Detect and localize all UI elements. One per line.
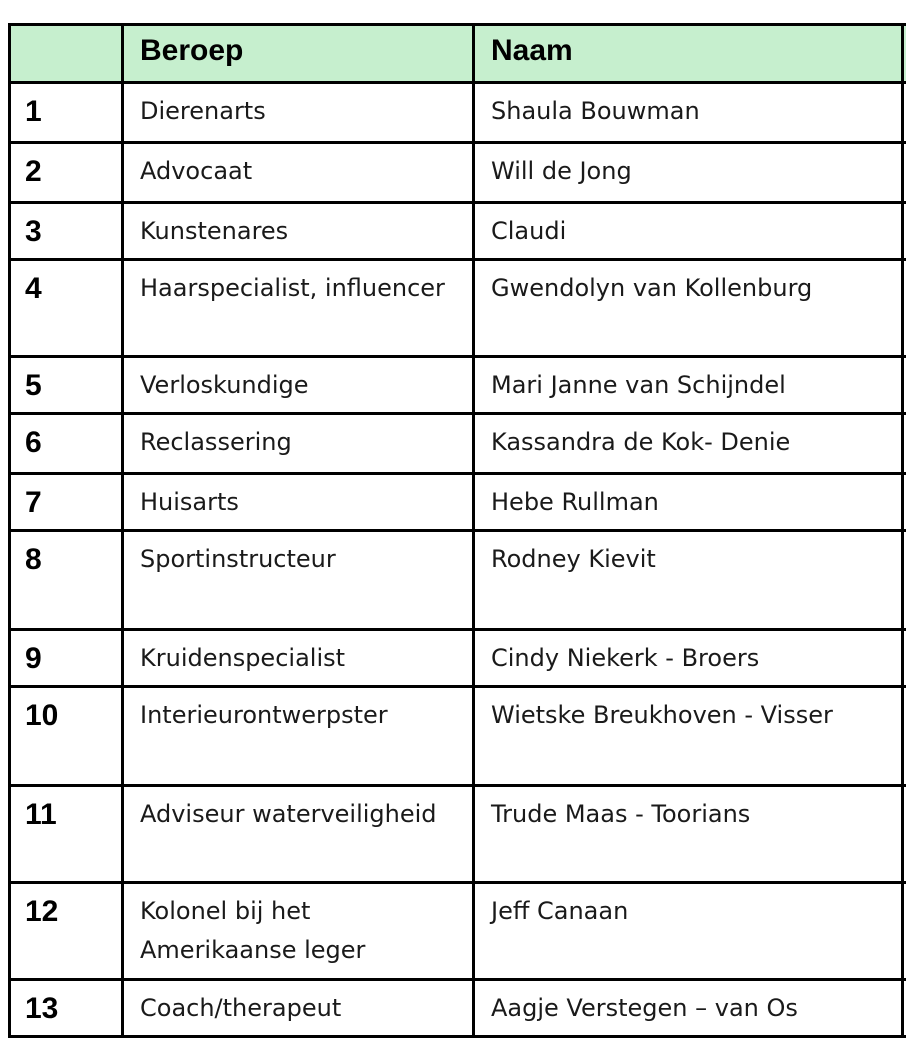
row-number: 8 [10,531,123,630]
row-extra [903,203,906,260]
row-extra [903,687,906,786]
table-row [10,883,906,980]
row-extra [903,83,906,143]
table-row [10,630,906,687]
row-naam: Will de Jong [474,143,903,203]
table-row [10,143,906,203]
row-extra [903,143,906,203]
row-number: 12 [10,883,123,980]
row-naam: Jeff Canaan [474,883,903,980]
table-row [10,980,906,1037]
row-number: 6 [10,414,123,474]
row-beroep: Dierenarts [123,83,474,143]
row-extra [903,980,906,1037]
table-row [10,203,906,260]
row-naam: Hebe Rullman [474,474,903,531]
row-number: 13 [10,980,123,1037]
row-extra [903,474,906,531]
row-number: 3 [10,203,123,260]
row-beroep: Kruidenspecialist [123,630,474,687]
row-number: 2 [10,143,123,203]
row-naam: Wietske Breukhoven - Visser [474,687,903,786]
row-beroep: Adviseur waterveiligheid [123,786,474,883]
row-extra [903,630,906,687]
row-naam: Claudi [474,203,903,260]
row-number: 11 [10,786,123,883]
header-beroep: Beroep [123,25,474,83]
row-beroep: Reclassering [123,414,474,474]
row-extra [903,883,906,980]
profession-name-table [8,23,906,1038]
row-beroep: Coach/therapeut [123,980,474,1037]
row-naam: Shaula Bouwman [474,83,903,143]
table-row [10,260,906,357]
header-naam: Naam [474,25,903,83]
row-extra [903,357,906,414]
table-row [10,414,906,474]
row-naam: Aagje Verstegen – van Os [474,980,903,1037]
row-number: 9 [10,630,123,687]
table-row [10,531,906,630]
row-extra [903,414,906,474]
row-naam: Kassandra de Kok- Denie [474,414,903,474]
row-extra [903,786,906,883]
table-row [10,357,906,414]
row-naam: Gwendolyn van Kollenburg [474,260,903,357]
row-beroep: Advocaat [123,143,474,203]
row-naam: Rodney Kievit [474,531,903,630]
row-extra [903,260,906,357]
table-row [10,687,906,786]
row-number: 5 [10,357,123,414]
row-naam: Cindy Niekerk - Broers [474,630,903,687]
header-row [10,25,906,83]
header-number [10,25,123,83]
row-number: 1 [10,83,123,143]
row-beroep: Sportinstructeur [123,531,474,630]
row-beroep: Verloskundige [123,357,474,414]
row-number: 10 [10,687,123,786]
header-extra [903,25,906,83]
row-beroep: Interieurontwerpster [123,687,474,786]
row-beroep: Huisarts [123,474,474,531]
row-beroep: Kolonel bij het Amerikaanse leger [123,883,474,980]
row-naam: Mari Janne van Schijndel [474,357,903,414]
row-extra [903,531,906,630]
row-number: 7 [10,474,123,531]
row-beroep: Haarspecialist, influencer [123,260,474,357]
row-number: 4 [10,260,123,357]
row-naam: Trude Maas - Toorians [474,786,903,883]
table-row [10,474,906,531]
table-row [10,83,906,143]
row-beroep: Kunstenares [123,203,474,260]
table-row [10,786,906,883]
